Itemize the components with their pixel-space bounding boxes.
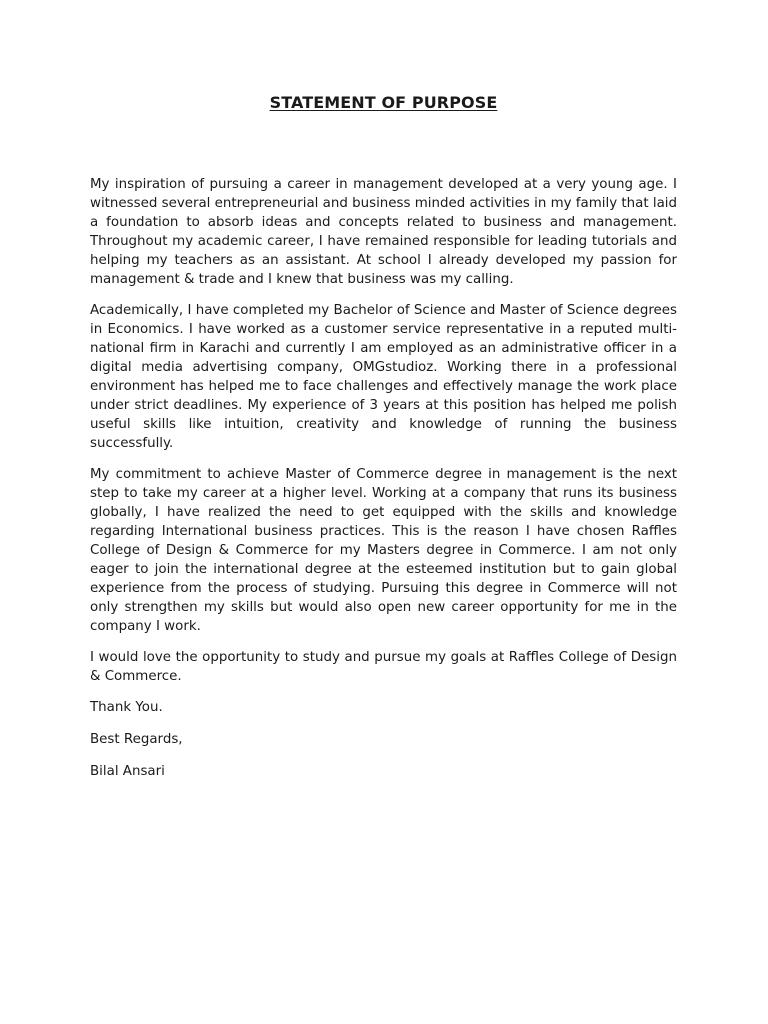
paragraph-commitment: My commitment to achieve Master of Commerce degree in management is the next step to take my career at a higher level. Working at a company that runs its business globally, I have realized the need to get equipped with the skills and knowledge regarding International business practices. This is the reason I have chosen Raffles College of Design & Commerce for my Masters degree in Commerce. I am not only eager to join the international degree at the esteemed institution but to gain global experience from the process of studying. Pursuing this degree in Commerce will not only strengthen my skills but would also open new career opportunity for me in the company I work. <box>90 467 677 634</box>
signature-name: Bilal Ansari <box>90 764 165 779</box>
closing-regards: Best Regards, <box>90 732 183 747</box>
paragraph-inspiration: My inspiration of pursuing a career in management developed at a very young age. I witnessed several entrepreneurial and business minded activities in my family that laid a foundation to absorb ideas and concepts related to business and management. Throughout my academic career, I have remained responsible for leading tutorials and helping my teachers as an assistant. At school I already developed my passion for management & trade and I knew that business was my calling. <box>90 177 677 287</box>
paragraph-goals: I would love the opportunity to study and pursue my goals at Raffles College of Design & Commerce. <box>90 650 677 684</box>
closing-thanks: Thank You. <box>90 700 163 715</box>
paragraph-academics: Academically, I have completed my Bachelor of Science and Master of Science degrees in Economics. I have worked as a customer service representative in a reputed multi-national firm in Karachi and currently I am employed as an administrative officer in a digital media advertising company, OMGstudioz. Working there in a professional environment has helped me to face challenges and effectively manage the work place under strict deadlines. My experience of 3 years at this position has helped me polish useful skills like intuition, creativity and knowledge of running the business successfully. <box>90 303 677 451</box>
page-title: STATEMENT OF PURPOSE <box>269 93 498 112</box>
document-body <box>90 175 677 781</box>
